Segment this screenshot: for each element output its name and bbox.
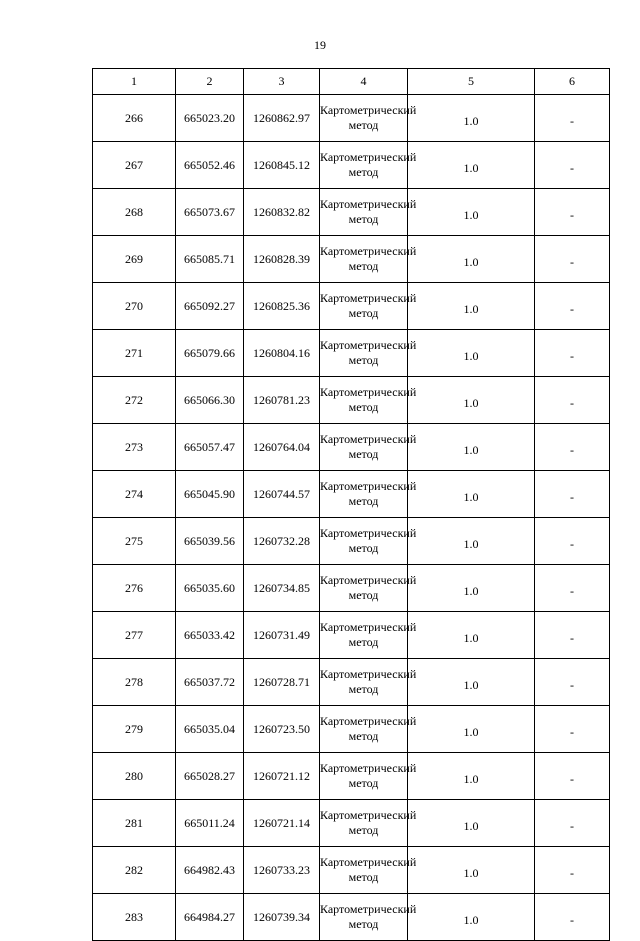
method-line-1: Картометрический <box>320 338 417 352</box>
y-coordinate-cell: 1260733.23 <box>244 847 320 894</box>
x-coordinate-cell: 665085.71 <box>176 236 244 283</box>
method-cell <box>320 753 417 800</box>
note-cell: - <box>535 706 610 753</box>
note-cell: - <box>535 189 610 236</box>
note-cell: - <box>535 518 610 565</box>
accuracy-cell: 1.0 <box>408 189 535 236</box>
method-line-2: метод <box>348 729 379 743</box>
table-row <box>93 236 610 283</box>
point-number-cell: 270 <box>93 283 176 330</box>
method-line-1: Картометрический <box>320 761 417 775</box>
method-cell <box>320 95 417 142</box>
method-line-2: метод <box>348 306 379 320</box>
x-coordinate-cell: 665035.04 <box>176 706 244 753</box>
accuracy-cell: 1.0 <box>408 330 535 377</box>
method-line-1: Картометрический <box>320 714 417 728</box>
note-cell: - <box>535 894 610 941</box>
point-number-cell: 277 <box>93 612 176 659</box>
method-cell <box>320 706 417 753</box>
x-coordinate-cell: 665073.67 <box>176 189 244 236</box>
x-coordinate-cell: 665035.60 <box>176 565 244 612</box>
table-row <box>93 283 610 330</box>
note-cell: - <box>535 95 610 142</box>
method-line-2: метод <box>348 400 379 414</box>
note-cell: - <box>535 753 610 800</box>
table-header-row <box>93 69 610 95</box>
column-header-4: 4 <box>320 69 408 95</box>
method-line-1: Картометрический <box>320 103 417 117</box>
y-coordinate-cell: 1260825.36 <box>244 283 320 330</box>
note-cell: - <box>535 847 610 894</box>
column-header-6: 6 <box>535 69 610 95</box>
accuracy-cell: 1.0 <box>408 471 535 518</box>
point-number-cell: 280 <box>93 753 176 800</box>
table-row <box>93 847 610 894</box>
y-coordinate-cell: 1260739.34 <box>244 894 320 941</box>
method-cell <box>320 377 417 424</box>
table-row <box>93 377 610 424</box>
note-cell: - <box>535 565 610 612</box>
method-line-1: Картометрический <box>320 620 417 634</box>
x-coordinate-cell: 665057.47 <box>176 424 244 471</box>
page-number: 19 <box>314 38 326 52</box>
table-row <box>93 894 610 941</box>
point-number-cell: 266 <box>93 95 176 142</box>
table-row <box>93 565 610 612</box>
method-cell <box>320 189 417 236</box>
column-header-1: 1 <box>93 69 176 95</box>
method-line-1: Картометрический <box>320 667 417 681</box>
table-row <box>93 518 610 565</box>
y-coordinate-cell: 1260744.57 <box>244 471 320 518</box>
note-cell: - <box>535 377 610 424</box>
x-coordinate-cell: 665033.42 <box>176 612 244 659</box>
method-line-2: метод <box>348 212 379 226</box>
method-cell <box>320 612 417 659</box>
method-line-1: Картометрический <box>320 150 417 164</box>
method-line-1: Картометрический <box>320 808 417 822</box>
y-coordinate-cell: 1260732.28 <box>244 518 320 565</box>
point-number-cell: 278 <box>93 659 176 706</box>
y-coordinate-cell: 1260731.49 <box>244 612 320 659</box>
y-coordinate-cell: 1260721.12 <box>244 753 320 800</box>
point-number-cell: 274 <box>93 471 176 518</box>
note-cell: - <box>535 471 610 518</box>
accuracy-cell: 1.0 <box>408 800 535 847</box>
method-line-1: Картометрический <box>320 432 417 446</box>
table-row <box>93 142 610 189</box>
x-coordinate-cell: 665052.46 <box>176 142 244 189</box>
y-coordinate-cell: 1260828.39 <box>244 236 320 283</box>
x-coordinate-cell: 665039.56 <box>176 518 244 565</box>
method-line-2: метод <box>348 588 379 602</box>
note-cell: - <box>535 800 610 847</box>
method-line-1: Картометрический <box>320 855 417 869</box>
y-coordinate-cell: 1260804.16 <box>244 330 320 377</box>
method-cell <box>320 659 417 706</box>
method-cell <box>320 800 417 847</box>
y-coordinate-cell: 1260723.50 <box>244 706 320 753</box>
point-number-cell: 282 <box>93 847 176 894</box>
y-coordinate-cell: 1260845.12 <box>244 142 320 189</box>
method-line-2: метод <box>348 447 379 461</box>
method-cell <box>320 236 417 283</box>
point-number-cell: 267 <box>93 142 176 189</box>
accuracy-cell: 1.0 <box>408 236 535 283</box>
accuracy-cell: 1.0 <box>408 612 535 659</box>
x-coordinate-cell: 665028.27 <box>176 753 244 800</box>
x-coordinate-cell: 665066.30 <box>176 377 244 424</box>
x-coordinate-cell: 665045.90 <box>176 471 244 518</box>
accuracy-cell: 1.0 <box>408 377 535 424</box>
point-number-cell: 271 <box>93 330 176 377</box>
method-cell <box>320 565 417 612</box>
accuracy-cell: 1.0 <box>408 142 535 189</box>
point-number-cell: 273 <box>93 424 176 471</box>
method-cell <box>320 424 417 471</box>
method-line-2: метод <box>348 776 379 790</box>
note-cell: - <box>535 236 610 283</box>
method-line-2: метод <box>348 165 379 179</box>
method-line-2: метод <box>348 917 379 931</box>
column-header-3: 3 <box>244 69 320 95</box>
column-header-2: 2 <box>176 69 244 95</box>
method-line-2: метод <box>348 353 379 367</box>
method-cell <box>320 142 417 189</box>
table-row <box>93 424 610 471</box>
y-coordinate-cell: 1260832.82 <box>244 189 320 236</box>
method-line-2: метод <box>348 823 379 837</box>
table-row <box>93 612 610 659</box>
x-coordinate-cell: 664984.27 <box>176 894 244 941</box>
point-number-cell: 281 <box>93 800 176 847</box>
y-coordinate-cell: 1260728.71 <box>244 659 320 706</box>
y-coordinate-cell: 1260862.97 <box>244 95 320 142</box>
table-row <box>93 800 610 847</box>
y-coordinate-cell: 1260734.85 <box>244 565 320 612</box>
point-number-cell: 276 <box>93 565 176 612</box>
note-cell: - <box>535 659 610 706</box>
note-cell: - <box>535 424 610 471</box>
point-number-cell: 272 <box>93 377 176 424</box>
x-coordinate-cell: 665023.20 <box>176 95 244 142</box>
table-row <box>93 471 610 518</box>
table-row <box>93 189 610 236</box>
accuracy-cell: 1.0 <box>408 518 535 565</box>
note-cell: - <box>535 142 610 189</box>
method-line-2: метод <box>348 682 379 696</box>
method-line-1: Картометрический <box>320 526 417 540</box>
method-cell <box>320 894 417 941</box>
method-line-2: метод <box>348 870 379 884</box>
accuracy-cell: 1.0 <box>408 894 535 941</box>
table-row <box>93 753 610 800</box>
accuracy-cell: 1.0 <box>408 847 535 894</box>
accuracy-cell: 1.0 <box>408 424 535 471</box>
method-line-1: Картометрический <box>320 244 417 258</box>
accuracy-cell: 1.0 <box>408 753 535 800</box>
point-number-cell: 268 <box>93 189 176 236</box>
x-coordinate-cell: 665011.24 <box>176 800 244 847</box>
x-coordinate-cell: 664982.43 <box>176 847 244 894</box>
method-cell <box>320 471 417 518</box>
column-header-5: 5 <box>408 69 535 95</box>
accuracy-cell: 1.0 <box>408 283 535 330</box>
coordinates-table <box>92 68 610 941</box>
method-line-1: Картометрический <box>320 479 417 493</box>
point-number-cell: 275 <box>93 518 176 565</box>
table-row <box>93 659 610 706</box>
note-cell: - <box>535 330 610 377</box>
method-cell <box>320 330 417 377</box>
note-cell: - <box>535 612 610 659</box>
accuracy-cell: 1.0 <box>408 95 535 142</box>
method-cell <box>320 847 417 894</box>
x-coordinate-cell: 665092.27 <box>176 283 244 330</box>
accuracy-cell: 1.0 <box>408 565 535 612</box>
x-coordinate-cell: 665079.66 <box>176 330 244 377</box>
accuracy-cell: 1.0 <box>408 706 535 753</box>
note-cell: - <box>535 283 610 330</box>
x-coordinate-cell: 665037.72 <box>176 659 244 706</box>
method-line-2: метод <box>348 494 379 508</box>
point-number-cell: 279 <box>93 706 176 753</box>
accuracy-cell: 1.0 <box>408 659 535 706</box>
method-cell <box>320 518 417 565</box>
y-coordinate-cell: 1260764.04 <box>244 424 320 471</box>
method-line-1: Картометрический <box>320 902 417 916</box>
y-coordinate-cell: 1260781.23 <box>244 377 320 424</box>
table-row <box>93 706 610 753</box>
method-line-2: метод <box>348 541 379 555</box>
method-cell <box>320 283 417 330</box>
table-row <box>93 95 610 142</box>
method-line-2: метод <box>348 118 379 132</box>
point-number-cell: 269 <box>93 236 176 283</box>
method-line-1: Картометрический <box>320 573 417 587</box>
method-line-1: Картометрический <box>320 291 417 305</box>
table-body <box>93 95 610 941</box>
method-line-2: метод <box>348 635 379 649</box>
method-line-2: метод <box>348 259 379 273</box>
method-line-1: Картометрический <box>320 197 417 211</box>
y-coordinate-cell: 1260721.14 <box>244 800 320 847</box>
point-number-cell: 283 <box>93 894 176 941</box>
method-line-1: Картометрический <box>320 385 417 399</box>
table-row <box>93 330 610 377</box>
